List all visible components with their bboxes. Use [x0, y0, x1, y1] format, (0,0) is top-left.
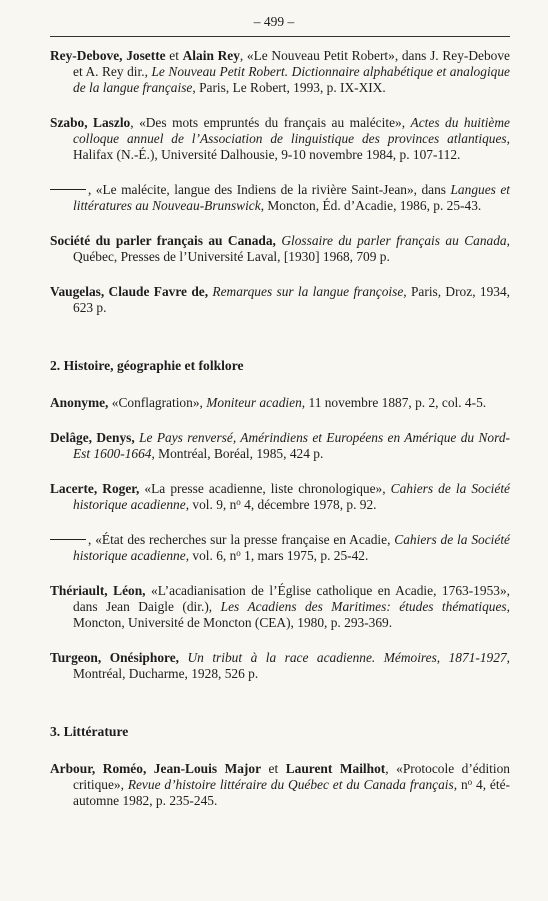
page-number: – 499 –: [253, 14, 295, 29]
entry-text: 1, mars 1975, p. 25-42.: [240, 548, 369, 563]
entry-text: , 11 novembre 1887, p. 2, col. 4-5.: [301, 395, 487, 410]
work-title: Glossaire du parler français au Canada: [281, 233, 507, 248]
entry-text: et: [261, 761, 286, 776]
entry-text: , Montréal, Boréal, 1985, 424 p.: [151, 446, 324, 461]
work-title: Les Acadiens des Maritimes: études thématiques: [220, 599, 507, 614]
entry-text: , «Le malécite, langue des Indiens de la rivière Saint-Jean», dans: [88, 182, 451, 197]
bibliography-entry-arbour: [50, 761, 510, 809]
author-name: Lacerte, Roger,: [50, 481, 140, 496]
bibliography-entry-szabo-2: [50, 182, 510, 214]
entries-section-2-group: [50, 395, 510, 682]
entry-text: «La presse acadienne, liste chronologique»,: [139, 481, 391, 496]
header-rule: [50, 36, 510, 37]
work-title: Actes du huitième colloque annuel de l’Association de linguistique des provinces atlantiques: [73, 115, 510, 146]
entry-text: et: [165, 48, 183, 63]
entry-text: o: [467, 777, 473, 787]
entry-text: «Conflagration»,: [108, 395, 207, 410]
entry-text: , «Protocole d’édition critique»,: [73, 761, 510, 792]
section-gap: [50, 374, 510, 395]
section-gap: [50, 316, 510, 358]
work-title: Revue d’histoire littéraire du Québec et du Canada français: [127, 777, 454, 792]
work-title: Moniteur acadien: [206, 395, 302, 410]
author-name: Société du parler français au Canada,: [50, 233, 276, 248]
bibliography-entry-theriault: [50, 583, 510, 631]
entry-text: , n: [453, 777, 468, 792]
bibliography-entry-anonyme: [50, 395, 510, 411]
section-title-histoire: 2. Histoire, géographie et folklore: [50, 358, 244, 373]
work-title: Le Nouveau Petit Robert. Dictionnaire alphabétique et analogique de la langue française: [73, 64, 511, 95]
work-title: Langues et littératures au Nouveau-Brunswick: [73, 182, 510, 213]
section-gap: [50, 740, 510, 761]
author-name: Alain Rey: [182, 48, 240, 63]
entry-text: , vol. 6, n: [185, 548, 237, 563]
work-title: Le Pays renversé, Amérindiens et Européens en Amérique du Nord-Est 1600-1664: [73, 430, 510, 461]
ditto-dash: [50, 539, 86, 540]
bibliography-entry-rey: [50, 48, 510, 96]
entry-text: , «Des mots empruntés du français au malécite»,: [130, 115, 411, 130]
section-gap: [50, 682, 510, 724]
entry-text: , Moncton, Éd. d’Acadie, 1986, p. 25-43.: [260, 198, 482, 213]
bibliography-entry-lacerte-1: [50, 481, 510, 513]
bibliography-entry-turgeon: [50, 650, 510, 682]
author-name: Szabo, Laszlo: [50, 115, 131, 130]
bibliography-entry-societe: [50, 233, 510, 265]
entry-text: , Montréal, Ducharme, 1928, 526 p.: [73, 650, 510, 681]
bibliography-entry-szabo-1: [50, 115, 510, 163]
work-title: Un tribut à la race acadienne. Mémoires, 1871-1927: [187, 650, 507, 665]
work-title: Cahiers de la Société historique acadienne: [73, 532, 510, 563]
entry-text: , Halifax (N.-É.), Université Dalhousie, 9-10 novembre 1984, p. 107-112.: [73, 131, 510, 162]
entry-text: , Moncton, Université de Moncton (CEA), 1980, p. 293-369.: [73, 599, 510, 630]
section-title-litterature: 3. Littérature: [50, 724, 129, 739]
entry-text: , Québec, Presses de l’Université Laval, [1930] 1968, 709 p.: [73, 233, 510, 264]
entries-section-3-group: [50, 761, 510, 809]
author-name: Arbour, Roméo, Jean-Louis Major: [50, 761, 262, 776]
author-name: Delâge, Denys,: [50, 430, 135, 445]
entry-text: o: [236, 497, 241, 507]
work-title: Cahiers de la Société historique acadienne: [73, 481, 510, 512]
author-name: Turgeon, Onésiphore,: [50, 650, 180, 665]
bibliography-content: [50, 48, 510, 809]
entry-text: [179, 650, 187, 665]
author-name: Rey-Debove, Josette: [50, 48, 166, 63]
bibliography-entry-lacerte-2: [50, 532, 510, 564]
entries-before-group: [50, 48, 510, 316]
author-name: Laurent Mailhot: [285, 761, 386, 776]
entry-text: , «État des recherches sur la presse française en Acadie,: [88, 532, 395, 547]
author-name: Anonyme,: [50, 395, 109, 410]
bibliography-entry-delage: [50, 430, 510, 462]
entry-text: , Paris, Le Robert, 1993, p. IX-XIX.: [192, 80, 386, 95]
author-name: Thériault, Léon,: [50, 583, 146, 598]
entry-text: , vol. 9, n: [185, 497, 237, 512]
entry-text: «L’acadianisation de l’Église catholique en Acadie, 1763-1953», dans Jean Daigle (dir.),: [73, 583, 511, 614]
entry-text: o: [236, 548, 241, 558]
entry-text: , «Le Nouveau Petit Robert», dans J. Rey-Debove et A. Rey dir.,: [73, 48, 510, 79]
bibliography-entry-vaugelas: [50, 284, 510, 316]
ditto-dash: [50, 189, 86, 190]
entry-text: 4, été-automne 1982, p. 235-245.: [73, 777, 510, 808]
entry-text: , Paris, Droz, 1934, 623 p.: [73, 284, 511, 315]
author-name: Vaugelas, Claude Favre de,: [50, 284, 209, 299]
work-title: Remarques sur la langue françoise: [212, 284, 404, 299]
entry-text: 4, décembre 1978, p. 92.: [240, 497, 377, 512]
